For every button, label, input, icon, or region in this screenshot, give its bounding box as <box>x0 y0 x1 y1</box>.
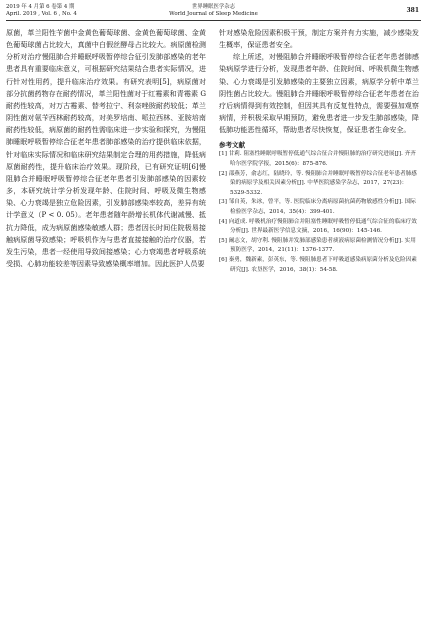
header-divider <box>6 20 421 21</box>
body-paragraph: 针对感染危险因素积极干预，制定方案并有力实施，减少感染发生概率，保证患者安全。 <box>219 28 419 50</box>
reference-item: [6] 秦勇，魏新素，彭英东，等. 慢阻肺患者下呼吸道感染病原菌分析及危险因素研究[J]. 农垦医学，2016，38(1)：54-58. <box>219 256 417 273</box>
left-column <box>6 27 206 270</box>
page-number: 381 <box>406 7 419 14</box>
right-column <box>219 27 419 275</box>
issue-english: April. 2019 , Vol. 6 , No. 4 <box>6 11 77 17</box>
reference-item: [5] 阚志文，胡守利. 慢阻肺并发肺部感染患者痰液病原菌检测情况分析[J]. 实用预防医学，2014，21(11)：1376-1377. <box>219 237 416 254</box>
issue-chinese: 2019 年 4 月第 6 卷第 4 期 <box>6 4 75 10</box>
journal-title <box>6 4 421 18</box>
body-paragraph: 原菌，革兰阳性苄菌中金黄色葡萄球菌、金黄色葡萄球菌、金黄色葡萄球菌占比较大，真菌中白假丝酵母占比较大。病原菌检测分析对治疗慢阻肺合并睡眠呼吸暂停综合征引发肺部感染的老年患者具有重要临床意义，可根据研究结果结合患者实际情况，进行针对性用药，提升临床治疗效果。有研究表明[5]，病原菌对部分抗菌药物存在耐药情况，革兰阳性菌对于红霉素和青霉素 G 耐药性较高，对万古霉素、替考拉宁、利奈唑胺耐药较低；革兰阴性菌对氨苄西林耐药较高，对美罗培南、哌拉西林、亚胺培南耐药性较低，病原菌的耐药性需临床进一步实验和探究，为慢阻肺睡眠呼吸暂停综合征老年患者肺部感染的治疗提供临床依据，针对临床实际情况和临床研究结果制定合理的用药措施，降低病原菌耐药性，提升临床治疗效果。现阶段，已有研究证明[6]慢阻肺合并睡眠呼吸暂停综合征老年患者引发肺部感染的因素较多，本研究统计学分析发现年龄、住院时间、呼吸及微生物感染、心力衰竭是独立危险因素，引发肺部感染率较高，差异有统计学意义（P < 0. 05）。老年患者随年龄增长机体代谢减慢、抵抗力降低，成为病原菌感染敏感人群；患者因长时间住院极易接触病原菌导致感染；呼吸机作为与患者直接接触的治疗仪器，若发生污染，患者一经使用导致间接感染；心力衰竭患者呼吸系统受损、心肺功能较差等因素导致感染概率增加。因此医护人员要 <box>6 28 206 268</box>
conclusion-paragraph: 综上所述，对慢阻肺合并睡眠呼吸暂停综合征老年患者肺感染病原学进行分析，发现患者年龄、住院时间、呼吸机微生物感染、心力衰竭是引发肺感染的主要独立因素，病原学分析中革兰阴性菌占比较大。慢阻肺合并睡眠呼吸暂停综合征老年患者在治疗后病情得到有效控制，但因其具有反复性特点，需要强加观察病情，并积极采取早期预防，避免患者进一步发生肺部感染，降低肺功能恶性循环，帮助患者尽快恢复，保证患者生命安全。 <box>219 52 419 135</box>
journal-title-english: World Journal of Sleep Medicine <box>169 11 258 17</box>
journal-title-chinese: 世界睡眠医学杂志 <box>191 4 236 10</box>
references-heading: 参考文献 <box>219 141 245 150</box>
page-header <box>6 4 421 24</box>
reference-item: [3] 邹自英，朱冰，曾平，等. 医院临床分离病原菌抗菌药物敏感性分析[J]. 国际检验医学杂志，2014，35(4)：399-401. <box>219 199 416 215</box>
reference-item: [2] 邵燕芳，俞志红，陆晓玲，等. 慢阻肺合并睡眠呼吸暂停综合征老年患者肺感染的病原学及相关因素分析[J]. 中华医院感染学杂志，2017，27(23)：5329-5332. <box>219 170 417 196</box>
reference-item: [4] 向道成. 呼吸机治疗慢阻肺合并阻塞性睡眠呼吸暂停低通气综合征的临床疗效分析[J]. 世界最新医学信息文摘，2016，16(90)：145-146. <box>219 218 417 235</box>
reference-item: [1] 甘莉. 阻塞性睡眠呼吸暂停低通气综合征合并慢阻肺的治疗研究进展[J]. 齐齐哈尔医学院学报，2015(6)：875-876. <box>219 151 416 167</box>
